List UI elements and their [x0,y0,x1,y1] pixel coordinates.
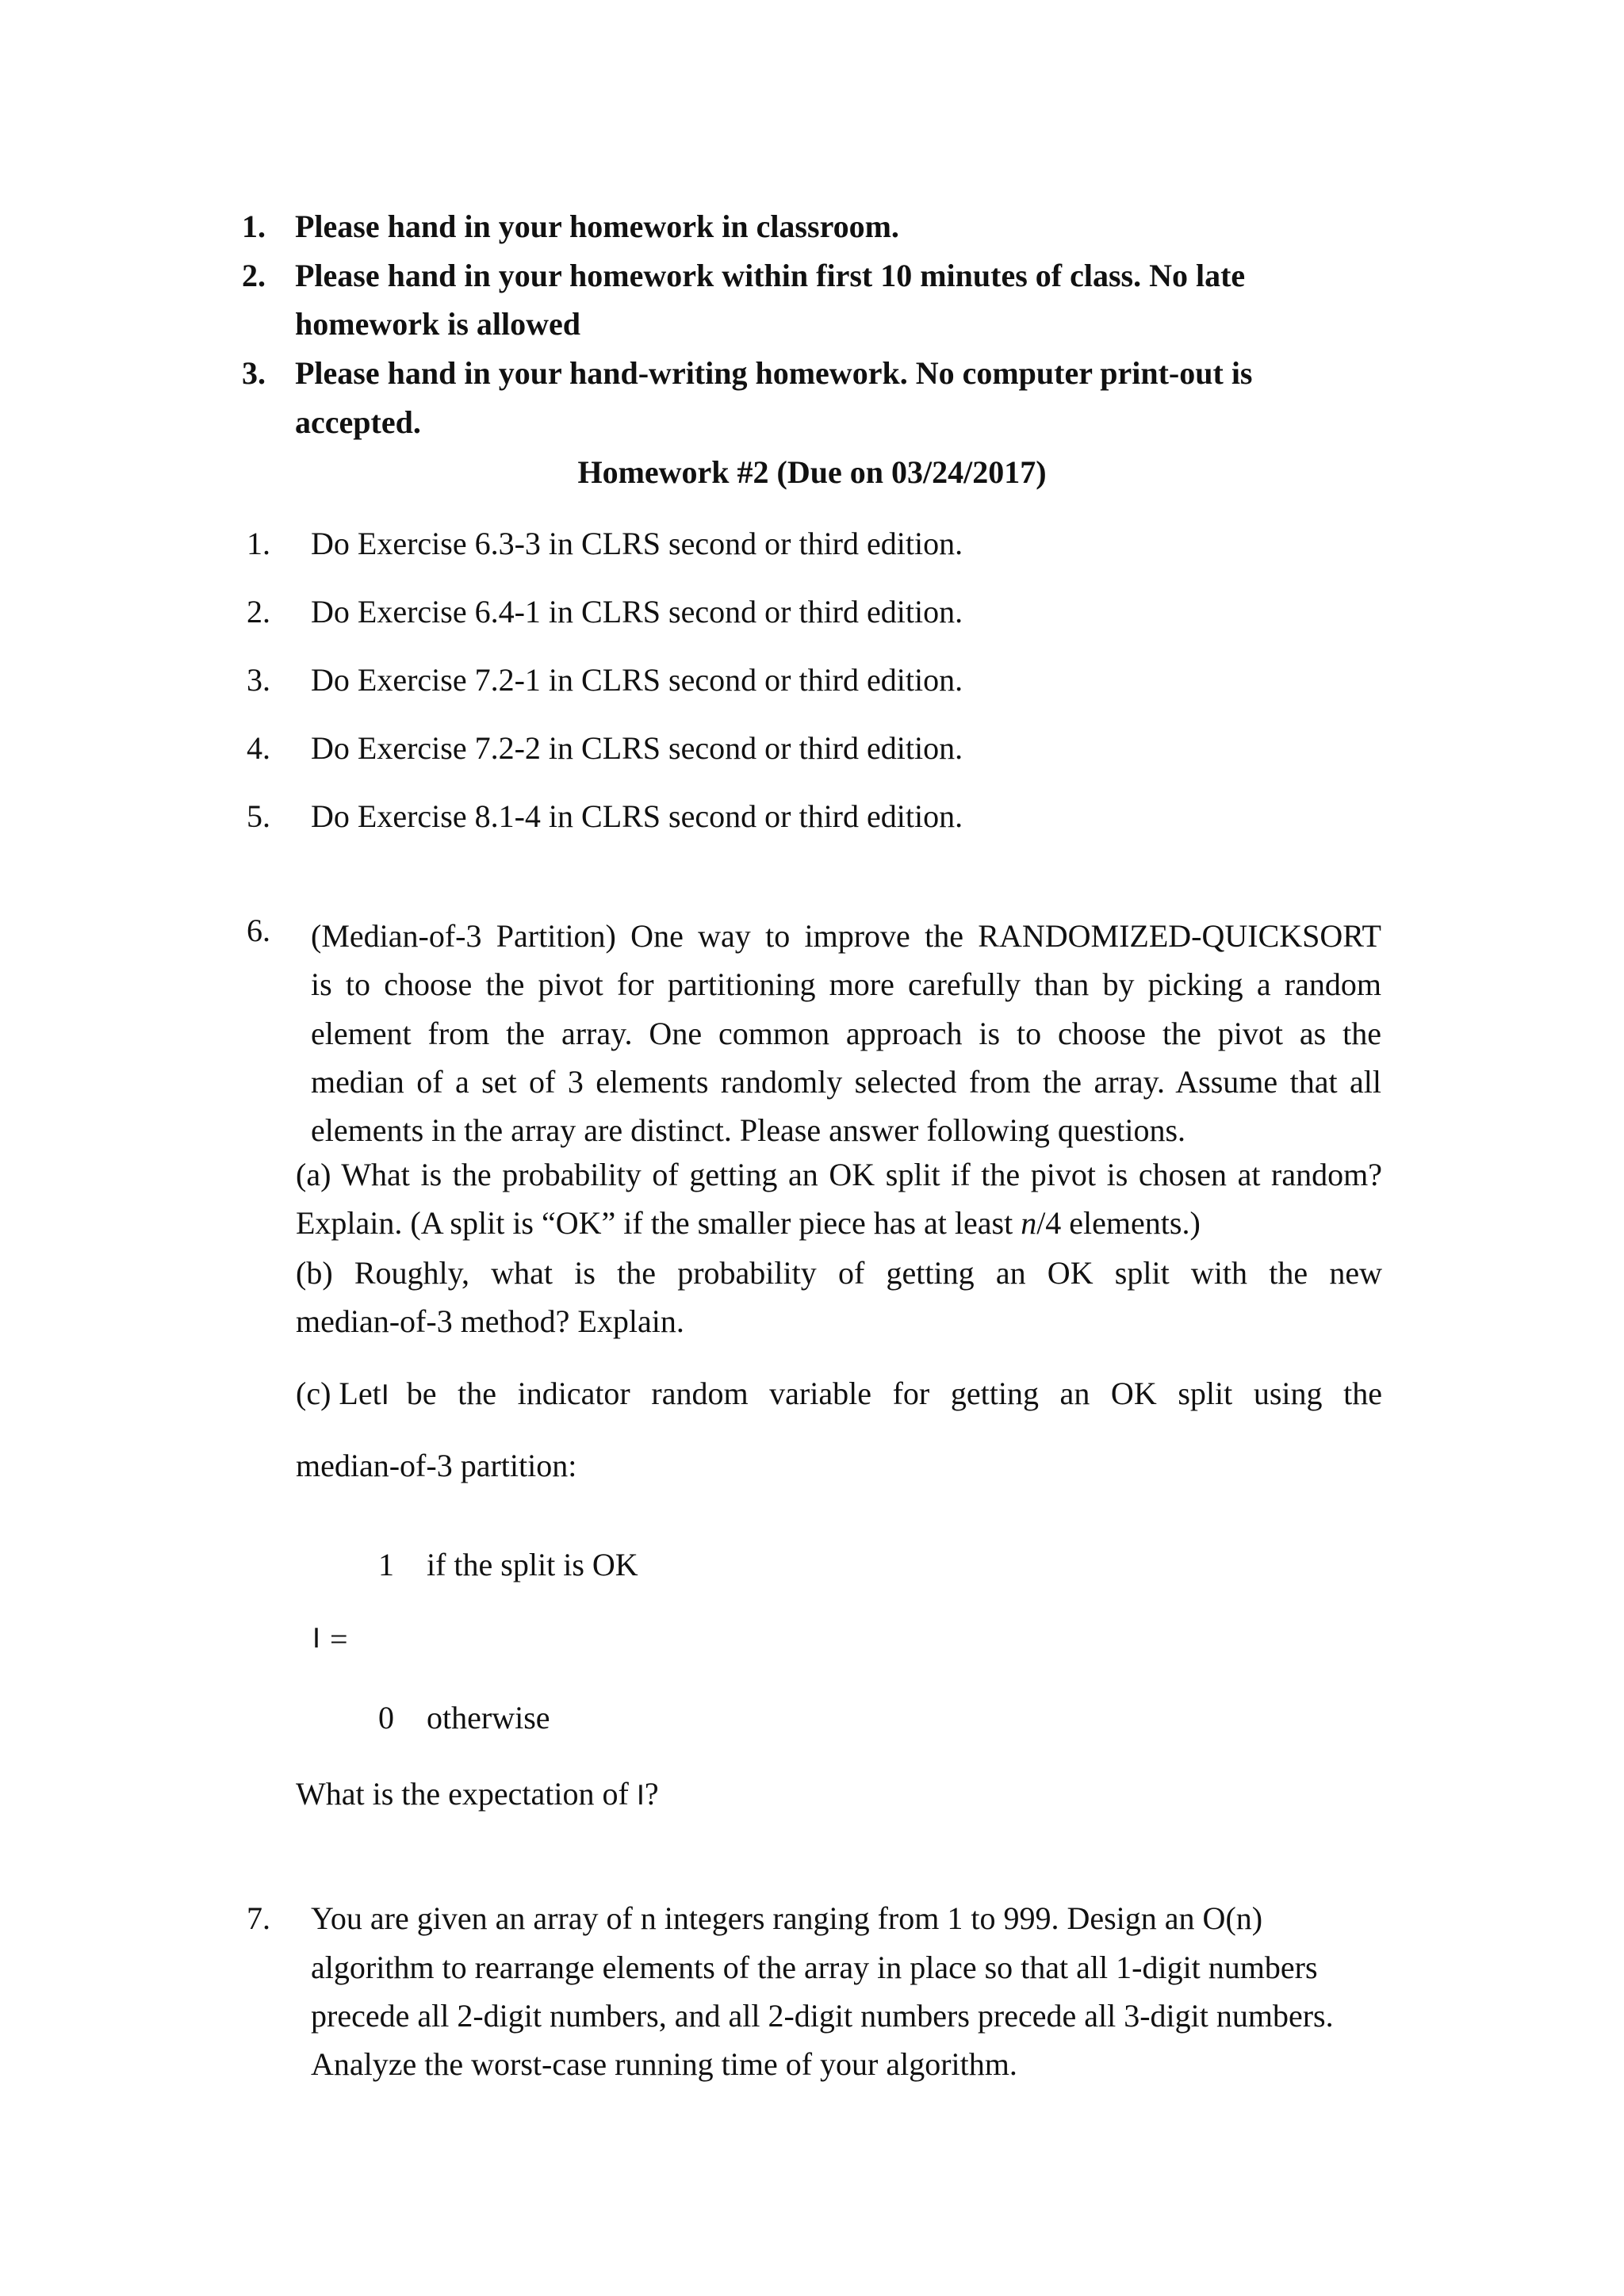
expectation-variable: I [636,1780,645,1812]
question-mark: ? [644,1776,659,1812]
case-zero-value: 0 [378,1700,394,1735]
problem-7-line: algorithm to rearrange elements of the array in place so that all 1-digit numbers [311,1950,1318,1985]
part-c-prefix: (c) Let [296,1376,381,1411]
part-c-line [296,1375,1382,1412]
case-one-value: 1 [378,1547,394,1582]
part-a-line: (a) What is the probability of getting an OK split if the pivot is chosen at random? [296,1157,1382,1192]
exercise-number: 4. [247,730,270,766]
problem-number: 6. [247,913,270,948]
part-b-line: median-of-3 method? Explain. [296,1303,684,1339]
problem-7-line: Analyze the worst-case running time of your algorithm. [311,2046,1017,2082]
case-one-condition: if the split is OK [427,1547,638,1582]
exercise-text: Do Exercise 6.4-1 in CLRS second or third edition. [311,594,963,629]
problem-number: 7. [247,1900,270,1936]
exercise-text: Do Exercise 8.1-4 in CLRS second or third edition. [311,798,963,834]
problem-6-intro-line: is to choose the pivot for partitioning more carefully than by picking a random [311,966,1381,1002]
rule-text-continued: homework is allowed [295,306,580,342]
rule-number: 2. [242,258,266,293]
rule-text: Please hand in your homework in classroom. [295,209,899,244]
problem-6-intro-line: median of a set of 3 elements randomly selected from the array. Assume that all [311,1064,1381,1100]
exercise-number: 1. [247,526,270,561]
part-b-line: (b) Roughly, what is the probability of getting an OK split with the new [296,1255,1382,1291]
part-c-line: median-of-3 partition: [296,1448,577,1483]
expectation-question [296,1775,659,1812]
part-a-text-end: /4 elements.) [1036,1205,1201,1241]
rule-text: Please hand in your homework within first 10 minutes of class. No late [295,258,1246,293]
problem-7-line: You are given an array of n integers ranging from 1 to 999. Design an O(n) [311,1900,1263,1936]
case-zero-condition: otherwise [427,1700,550,1735]
problem-6-intro-line: (Median-of-3 Partition) One way to improve the RANDOMIZED-QUICKSORT [311,918,1381,954]
exercise-text: Do Exercise 7.2-2 in CLRS second or third edition. [311,730,963,766]
problem-7-line: precede all 2-digit numbers, and all 2-digit numbers precede all 3-digit numbers. [311,1998,1334,2034]
exercise-number: 5. [247,798,270,834]
part-a-line [296,1204,1382,1242]
expectation-text: What is the expectation of [296,1776,629,1812]
variable-n: n [1021,1205,1037,1241]
exercise-number: 2. [247,594,270,629]
exercise-number: 3. [247,662,270,698]
page-title: Homework #2 (Due on 03/24/2017) [577,454,1047,490]
rule-number: 1. [242,209,266,244]
piecewise-variable: I [312,1623,321,1655]
part-a-text: Explain. (A split is “OK” if the smaller piece has at least [296,1205,1021,1241]
piecewise-equals: = [330,1621,348,1657]
indicator-variable: I [381,1380,389,1411]
problem-6-intro-line: element from the array. One common approach is to choose the pivot as the [311,1016,1381,1051]
part-c-rest-text: be the indicator random variable for getting an OK split using the [406,1376,1382,1411]
part-c-rest [407,1375,1382,1412]
rule-text-continued: accepted. [295,404,421,440]
rule-text: Please hand in your hand-writing homework. No computer print-out is [295,355,1253,391]
exercise-text: Do Exercise 7.2-1 in CLRS second or third edition. [311,662,963,698]
exercise-text: Do Exercise 6.3-3 in CLRS second or third edition. [311,526,963,561]
problem-6-intro-line: elements in the array are distinct. Please answer following questions. [311,1112,1186,1148]
rule-number: 3. [242,355,266,391]
